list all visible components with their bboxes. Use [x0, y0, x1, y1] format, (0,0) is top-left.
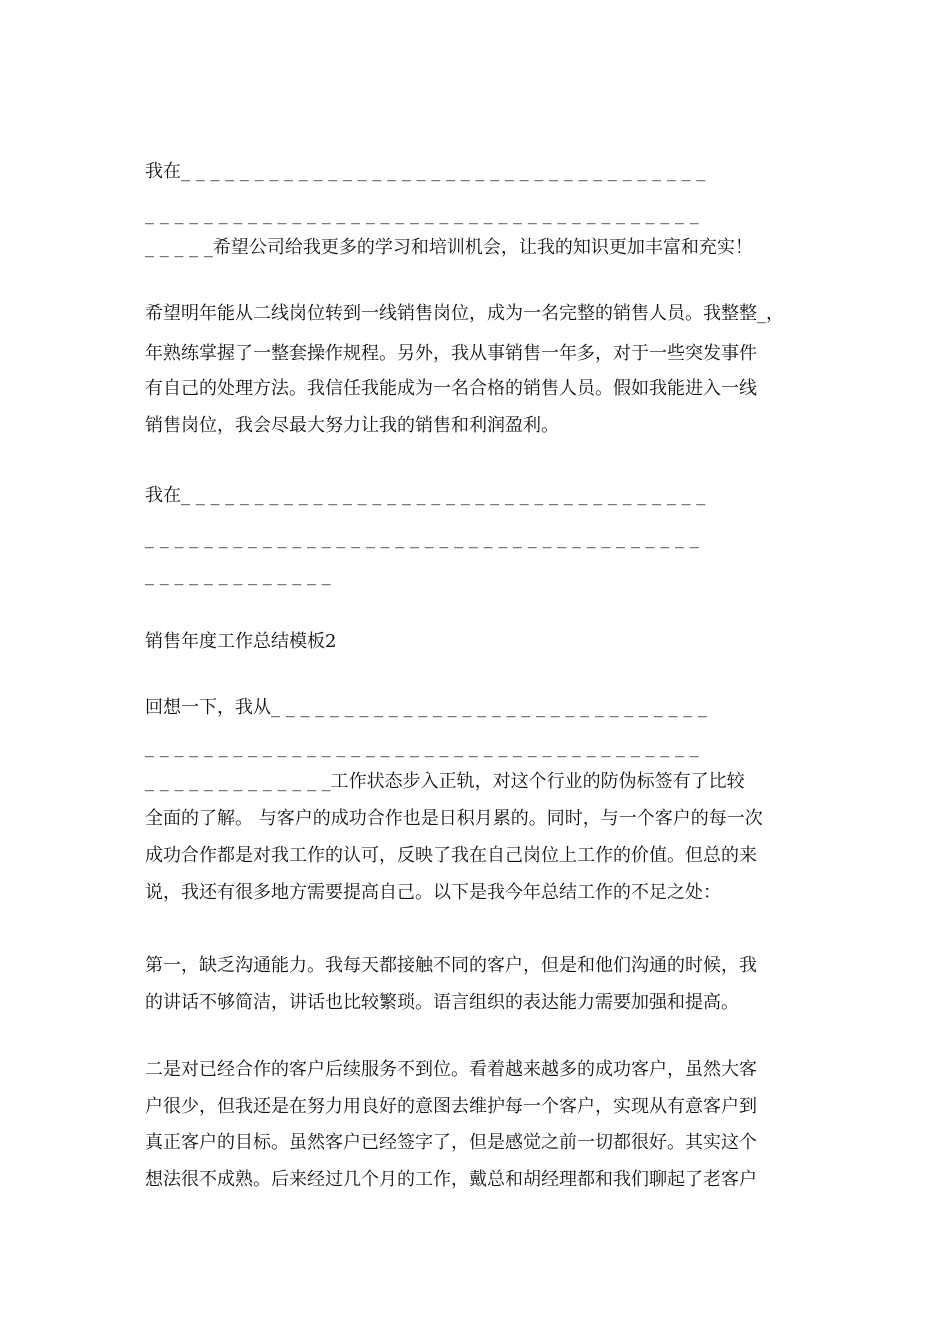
text-line: _ _ _ _ _ _ _ _ _ _ _ _ _ _ _ _ _ _ _ _ _ _ _ _ _ _ _ _ _ _ _ _ _ _ _ _ _ _ — [145, 204, 699, 225]
text-line: 有自己的处理方法。我信任我能成为一名合格的销售人员。假如我能进入一线 — [145, 378, 757, 399]
text-line: 回想一下，我从_ _ _ _ _ _ _ _ _ _ _ _ _ _ _ _ _ _ _ _ _ _ _ _ _ _ _ _ _ _ — [145, 697, 707, 718]
section-heading: 销售年度工作总结模板2 — [145, 631, 337, 652]
text-line: 户很少，但我还是在努力用良好的意图去维护每一个客户，实现从有意客户到 — [145, 1096, 757, 1117]
text-line: 想法很不成熟。后来经过几个月的工作，戴总和胡经理都和我们聊起了老客户 — [145, 1169, 757, 1190]
text-line: 的讲话不够简洁，讲话也比较繁琐。语言组织的表达能力需要加强和提高。 — [145, 992, 739, 1013]
text-line: 成功合作都是对我工作的认可，反映了我在自己岗位上工作的价值。但总的来 — [145, 845, 757, 866]
text-line: _ _ _ _ _ _ _ _ _ _ _ _ _工作状态步入正轨，对这个行业的防伪标签有了比较 — [145, 771, 745, 792]
text-line: 希望明年能从二线岗位转到一线销售岗位，成为一名完整的销售人员。我整整_， — [145, 303, 784, 324]
text-line: 说，我还有很多地方需要提高自己。以下是我今年总结工作的不足之处： — [145, 882, 721, 903]
text-line: _ _ _ _ _希望公司给我更多的学习和培训机会，让我的知识更加丰富和充实！ — [145, 237, 753, 258]
text-line: 真正客户的目标。虽然客户已经签字了，但是感觉之前一切都很好。其实这个 — [145, 1132, 757, 1153]
text-line: _ _ _ _ _ _ _ _ _ _ _ _ _ — [145, 565, 331, 586]
text-line: 二是对已经合作的客户后续服务不到位。看着越来越多的成功客户，虽然大客 — [145, 1059, 757, 1080]
text-line: 销售岗位，我会尽最大努力让我的销售和利润盈利。 — [145, 415, 559, 436]
text-line: _ _ _ _ _ _ _ _ _ _ _ _ _ _ _ _ _ _ _ _ _ _ _ _ _ _ _ _ _ _ _ _ _ _ _ _ _ _ — [145, 737, 699, 758]
text-line: 我在_ _ _ _ _ _ _ _ _ _ _ _ _ _ _ _ _ _ _ _ _ _ _ _ _ _ _ _ _ _ _ _ _ _ _ _ — [145, 161, 706, 182]
text-line: 年熟练掌握了一整套操作规程。另外，我从事销售一年多，对于一些突发事件 — [145, 343, 757, 364]
text-line: 我在_ _ _ _ _ _ _ _ _ _ _ _ _ _ _ _ _ _ _ _ _ _ _ _ _ _ _ _ _ _ _ _ _ _ _ _ — [145, 485, 706, 506]
text-line: _ _ _ _ _ _ _ _ _ _ _ _ _ _ _ _ _ _ _ _ _ _ _ _ _ _ _ _ _ _ _ _ _ _ _ _ _ _ — [145, 528, 699, 549]
text-line: 全面的了解。 与客户的成功合作也是日积月累的。同时，与一个客户的每一次 — [145, 808, 763, 829]
text-line: 第一，缺乏沟通能力。我每天都接触不同的客户，但是和他们沟通的时候，我 — [145, 955, 757, 976]
